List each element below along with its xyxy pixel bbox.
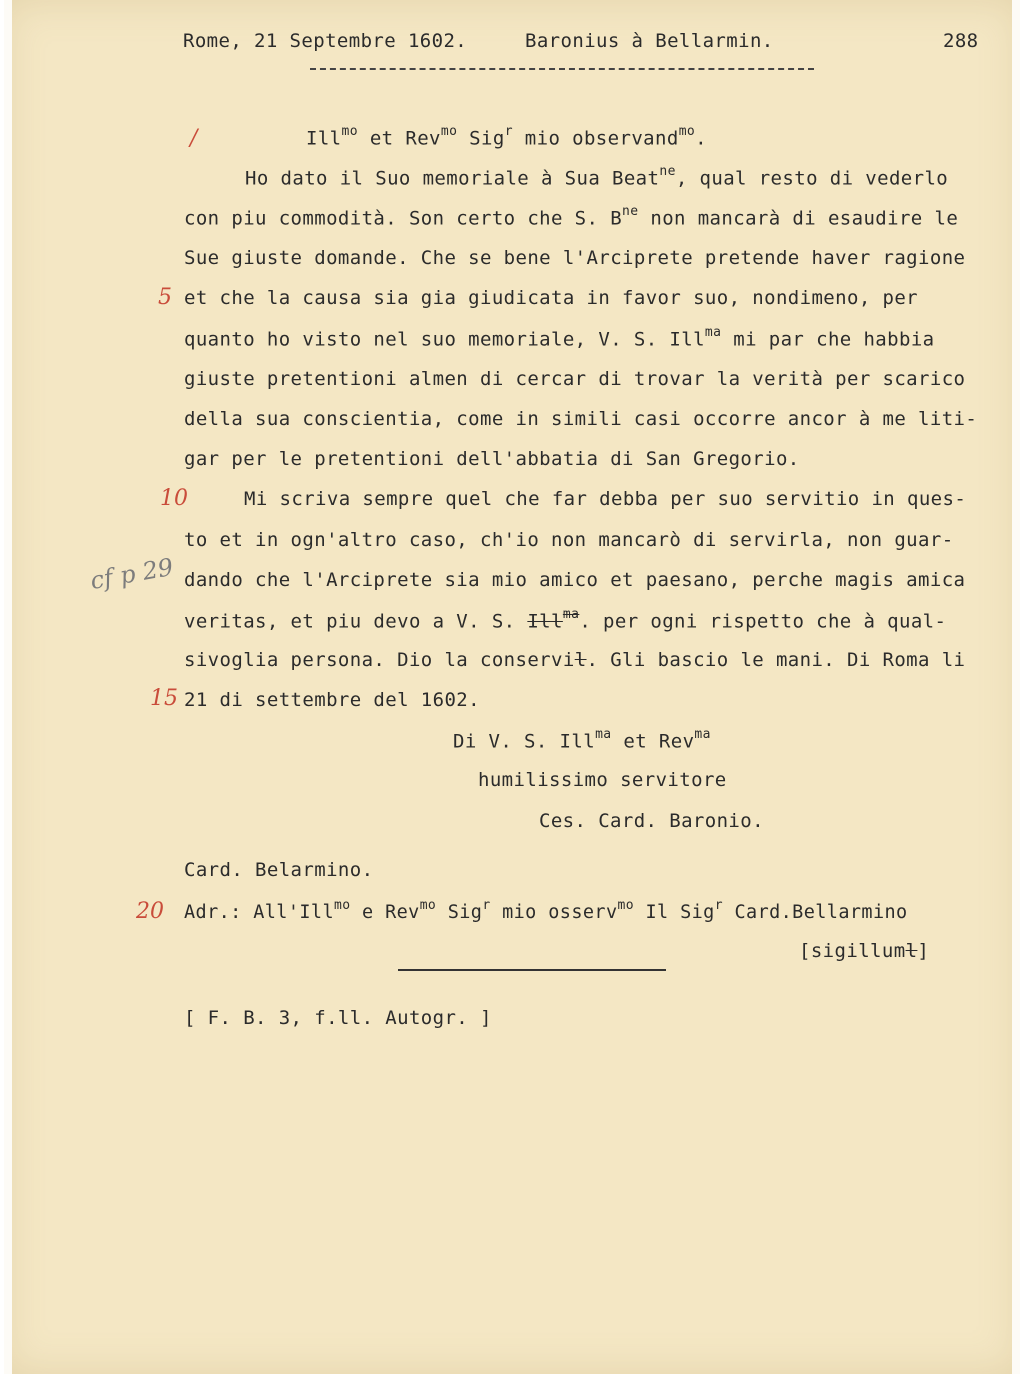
- pencil-cross-reference: cf p 29: [88, 552, 176, 596]
- page-edge-left: [4, 0, 12, 1374]
- body-line-13: sivoglia persona. Dio la conservil. Gli bascio le mani. Di Roma li: [184, 649, 966, 671]
- closing-line-1: Di V. S. Ill$^{ma}$ et Rev$^{ma}$: [453, 727, 711, 753]
- body-line-6: giuste pretentioni almen di cercar di trovar la verità per scarico: [184, 368, 966, 390]
- page-edge-right: [1012, 0, 1020, 1374]
- body-line-3: Sue giuste domande. Che se bene l'Arciprete pretende haver ragione: [184, 247, 966, 269]
- paper-sheet: [4, 0, 1020, 1374]
- body-line-11: dando che l'Arciprete sia mio amico et paesano, perche magis amica: [184, 569, 966, 591]
- body-line-9: Mi scriva sempre quel che far debba per suo servitio in ques-: [244, 488, 967, 510]
- seal-note: [sigilluml]: [799, 940, 930, 962]
- body-line-7: della sua conscientia, come in simili casi occorre ancor à me liti-: [184, 408, 978, 430]
- header-title: Baronius à Bellarmin.: [525, 30, 774, 52]
- body-line-5: quanto ho visto nel suo memoriale, V. S. Ill$^{ma}$ mi par che habbia: [184, 325, 935, 351]
- body-line-4: et che la causa sia gia giudicata in favor suo, nondimeno, per: [184, 287, 919, 309]
- line-mark-10: 10: [160, 486, 188, 511]
- recipient: Card. Belarmino.: [184, 859, 374, 881]
- body-line-1: Ho dato il Suo memoriale à Sua Beat$^{ne}$, qual resto di vederlo: [245, 164, 949, 190]
- address-line: Adr.: All'Ill$^{mo}$ e Rev$^{mo}$ Sig$^r$ mio osserv$^{mo}$ Il Sig$^r$ Card.Bellarmino: [184, 898, 908, 924]
- body-line-10: to et in ogn'altro caso, ch'io non mancarò di servirla, non guar-: [184, 529, 954, 551]
- line-mark-20: 20: [136, 899, 164, 924]
- page-number: 288: [943, 30, 979, 52]
- closing-line-2: humilissimo servitore: [478, 769, 727, 791]
- line-mark-5: 5: [158, 285, 172, 310]
- body-line-8: gar per le pretentioni dell'abbatia di San Gregorio.: [184, 448, 800, 470]
- header-place-date: Rome, 21 Septembre 1602.: [183, 30, 468, 52]
- body-line-14: 21 di settembre del 1602.: [184, 689, 480, 711]
- salutation: Ill$^{mo}$ et Rev$^{mo}$ Sig$^r$ mio observand$^{mo}$.: [306, 124, 707, 150]
- line-mark-1: /: [190, 126, 198, 151]
- line-mark-15: 15: [150, 686, 178, 711]
- body-line-12: veritas, et piu devo a V. S. Ill$^{ma}$. per ogni rispetto che à qual-: [184, 607, 947, 633]
- body-line-2: con piu commodità. Son certo che S. $B^{ne}$ non mancarà di esaudire le: [184, 204, 959, 230]
- closing-rule: [398, 969, 666, 971]
- archive-reference: [ F. B. 3, f.ll. Autogr. ]: [184, 1007, 492, 1029]
- signature: Ces. Card. Baronio.: [539, 810, 764, 832]
- header-divider: [310, 68, 814, 70]
